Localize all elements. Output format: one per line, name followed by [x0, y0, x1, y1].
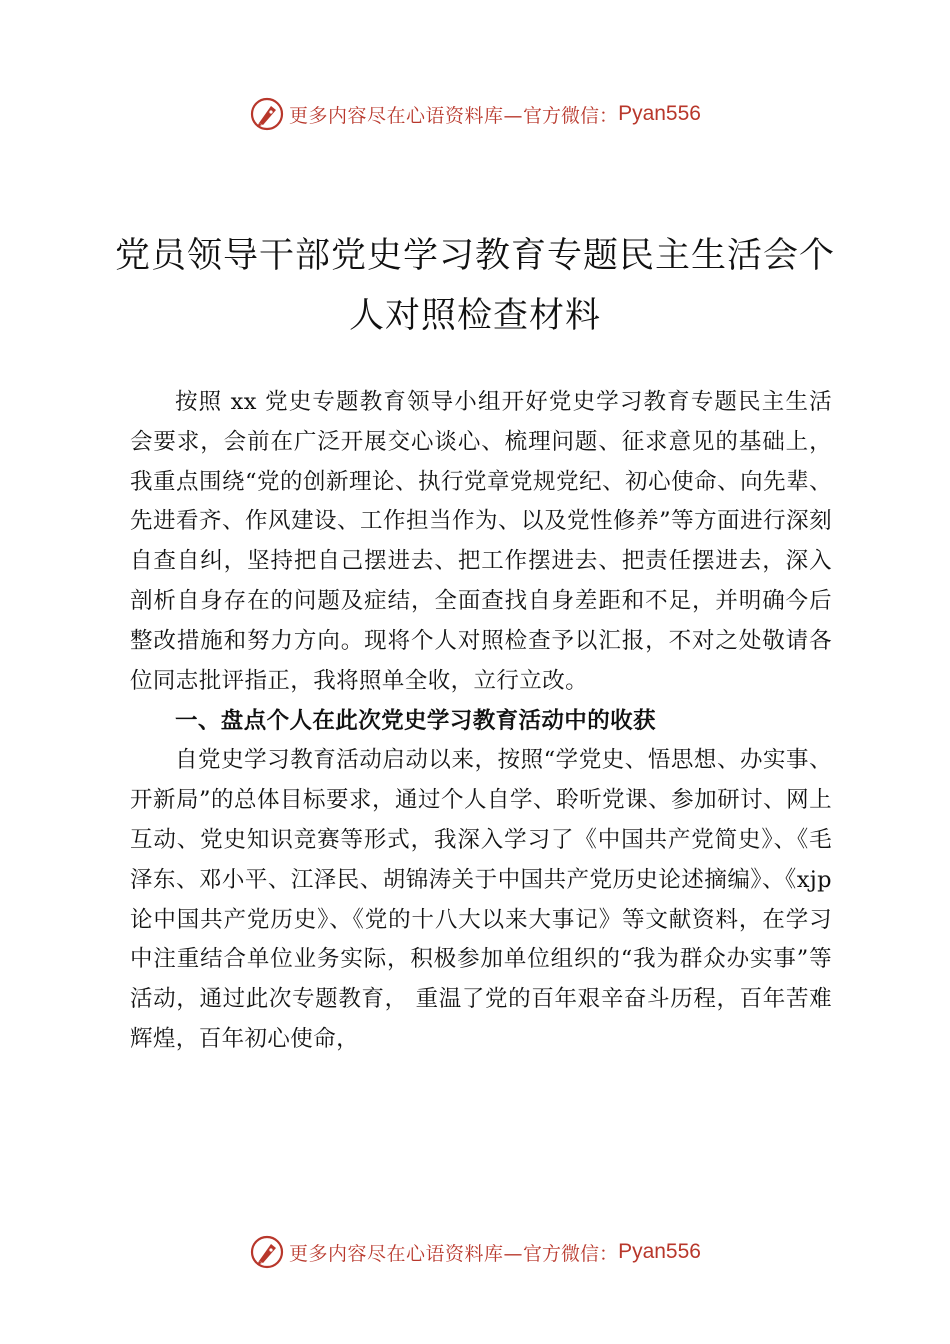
intro-paragraph: 按照 xx 党史专题教育领导小组开好党史学习教育专题民主生活会要求，会前在广泛开展交心谈心、梳理问题、征求意见的基础上，我重点围绕“党的创新理论、执行党章党规党纪、初心使命、向先辈、先进看齐、作风建设、工作担当作为、以及党性修养”等方面进行深刻自查自纠，坚持把自己摆进去、把工作摆进去、把责任摆进去，深入剖析自身存在的问题及症结，全面查找自身差距和不足，并明确今后整改措施和努力方向。现将个人对照检查予以汇报，不对之处敬请各位同志批评指正，我将照单全收，立行立改。 — [130, 389, 832, 694]
section-heading: 一、盘点个人在此次党史学习教育活动中的收获 — [175, 708, 656, 735]
section-paragraph: 自党史学习教育活动启动以来，按照“学党史、悟思想、办实事、开新局”的总体目标要求，通过个人自学、聆听党课、参加研讨、网上互动、党史知识竞赛等形式，我深入学习了《中国共产党简史》、《毛泽东、邓小平、江泽民、胡锦涛关于中国共产党历史论述摘编》、《xjp 论中国共产党历史》、《党的十八大以来大事记》等文献资料，在学习中注重结合单位业务实际，积极参加单位组织的“我为群众办实事”等活动，通过此次专题教育， 重温了党的百年艰辛奋斗历程，百年苦难辉煌，百年初心使命， — [130, 747, 832, 1052]
wechat-id: Pyan556 — [618, 102, 701, 125]
header-banner — [0, 94, 950, 134]
wechat-label: 官方微信： — [523, 1242, 619, 1265]
pen-nib-icon — [249, 1234, 285, 1270]
pen-nib-icon — [249, 96, 285, 132]
banner-text: 更多内容尽在心语资料库— — [289, 104, 524, 127]
wechat-id: Pyan556 — [618, 1240, 701, 1263]
document-body — [130, 383, 832, 1060]
banner-text: 更多内容尽在心语资料库— — [289, 1242, 524, 1265]
document-title: 党员领导干部党史学习教育专题民主生活会个人对照检查材料 — [114, 236, 835, 336]
footer-banner — [0, 1232, 950, 1272]
wechat-label: 官方微信： — [523, 104, 619, 127]
